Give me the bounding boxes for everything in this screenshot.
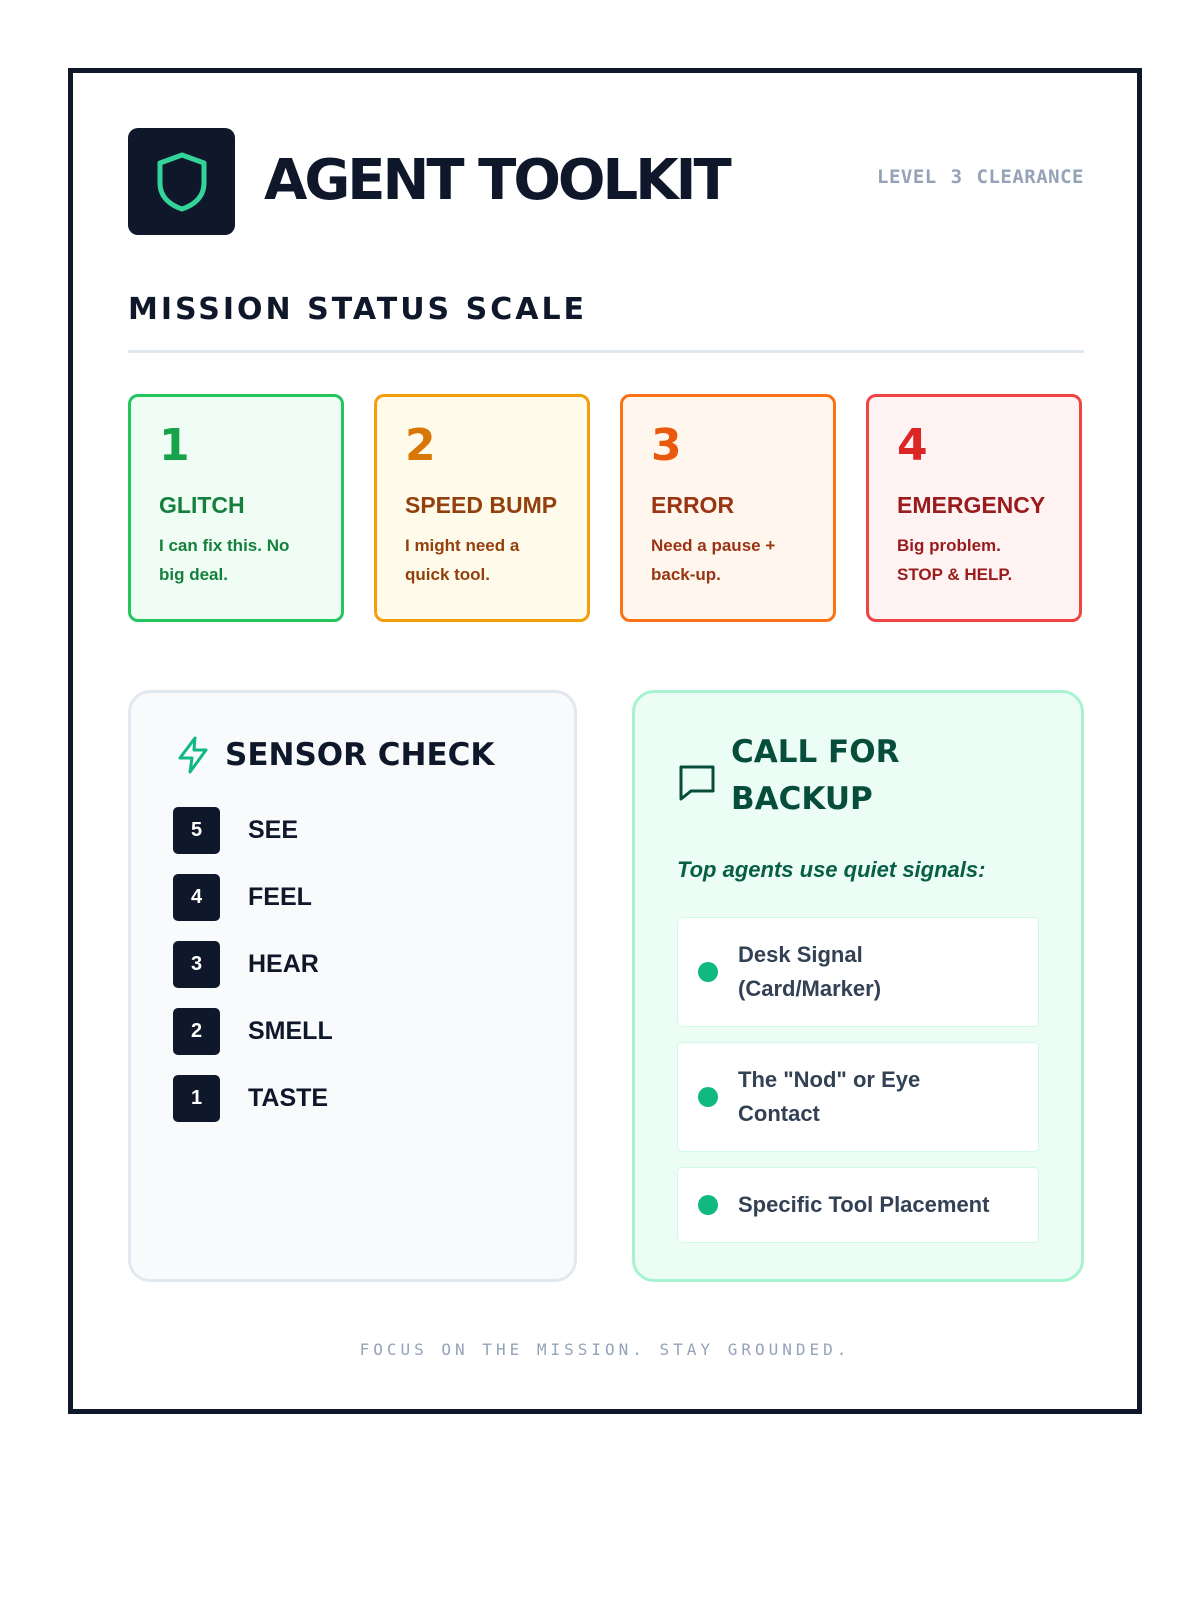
status-card-4 <box>866 394 1082 622</box>
status-number: 4 <box>897 420 928 471</box>
count-badge: 2 <box>173 1008 220 1055</box>
lightning-icon <box>175 735 211 775</box>
status-card-1 <box>128 394 344 622</box>
list-item <box>173 874 333 921</box>
status-card-2 <box>374 394 590 622</box>
status-description: I might need a quick tool. <box>405 536 520 584</box>
status-number: 2 <box>405 420 436 471</box>
sense-label: FEEL <box>248 883 312 911</box>
bullet-dot-icon <box>698 962 718 982</box>
signal-card <box>677 917 1039 1027</box>
sense-label: SEE <box>248 816 299 844</box>
chat-bubble-icon <box>677 763 717 803</box>
app-title: AGENT TOOLKIT <box>264 148 729 213</box>
footer-tagline: FOCUS ON THE MISSION. STAY GROUNDED. <box>359 1340 851 1359</box>
sensor-check-header <box>175 735 494 775</box>
backup-subtitle: Top agents use quiet signals: <box>677 857 986 882</box>
logo <box>128 128 235 235</box>
count-badge: 1 <box>173 1075 220 1122</box>
sense-label: TASTE <box>248 1084 329 1112</box>
sensor-check-panel <box>128 690 577 1282</box>
status-label: EMERGENCY <box>897 492 1046 518</box>
sensor-check-title: SENSOR CHECK <box>225 737 495 773</box>
status-description: Need a pause + back-up. <box>651 536 776 584</box>
list-item <box>173 1075 333 1122</box>
status-number: 3 <box>651 420 682 471</box>
section-divider <box>128 350 1084 353</box>
header <box>128 128 1084 236</box>
bullet-dot-icon <box>698 1195 718 1215</box>
status-label: SPEED BUMP <box>405 492 558 518</box>
list-item <box>173 1008 333 1055</box>
call-for-backup-panel <box>632 690 1084 1282</box>
call-for-backup-title: CALL FOR BACKUP <box>731 734 900 817</box>
status-description: Big problem. STOP & HELP. <box>897 536 1013 584</box>
sense-list <box>173 807 333 1142</box>
count-badge: 5 <box>173 807 220 854</box>
sense-label: HEAR <box>248 950 319 978</box>
status-description: I can fix this. No big deal. <box>159 536 290 584</box>
signal-list <box>677 917 1039 1258</box>
sense-label: SMELL <box>248 1017 333 1045</box>
clearance-badge: LEVEL 3 CLEARANCE <box>877 166 1084 188</box>
list-item <box>173 941 333 988</box>
bullet-dot-icon <box>698 1087 718 1107</box>
count-badge: 4 <box>173 874 220 921</box>
status-number: 1 <box>159 420 190 471</box>
section-title: MISSION STATUS SCALE <box>128 292 588 327</box>
signal-text: Desk Signal (Card/Marker) <box>738 942 882 1001</box>
status-card-3 <box>620 394 836 622</box>
count-badge: 3 <box>173 941 220 988</box>
status-label: GLITCH <box>159 492 245 518</box>
signal-card <box>677 1167 1039 1243</box>
signal-card <box>677 1042 1039 1152</box>
list-item <box>173 807 333 854</box>
signal-text: The "Nod" or Eye Contact <box>738 1067 921 1126</box>
shield-icon <box>154 151 210 213</box>
signal-text: Specific Tool Placement <box>738 1192 990 1217</box>
status-label: ERROR <box>651 492 735 518</box>
